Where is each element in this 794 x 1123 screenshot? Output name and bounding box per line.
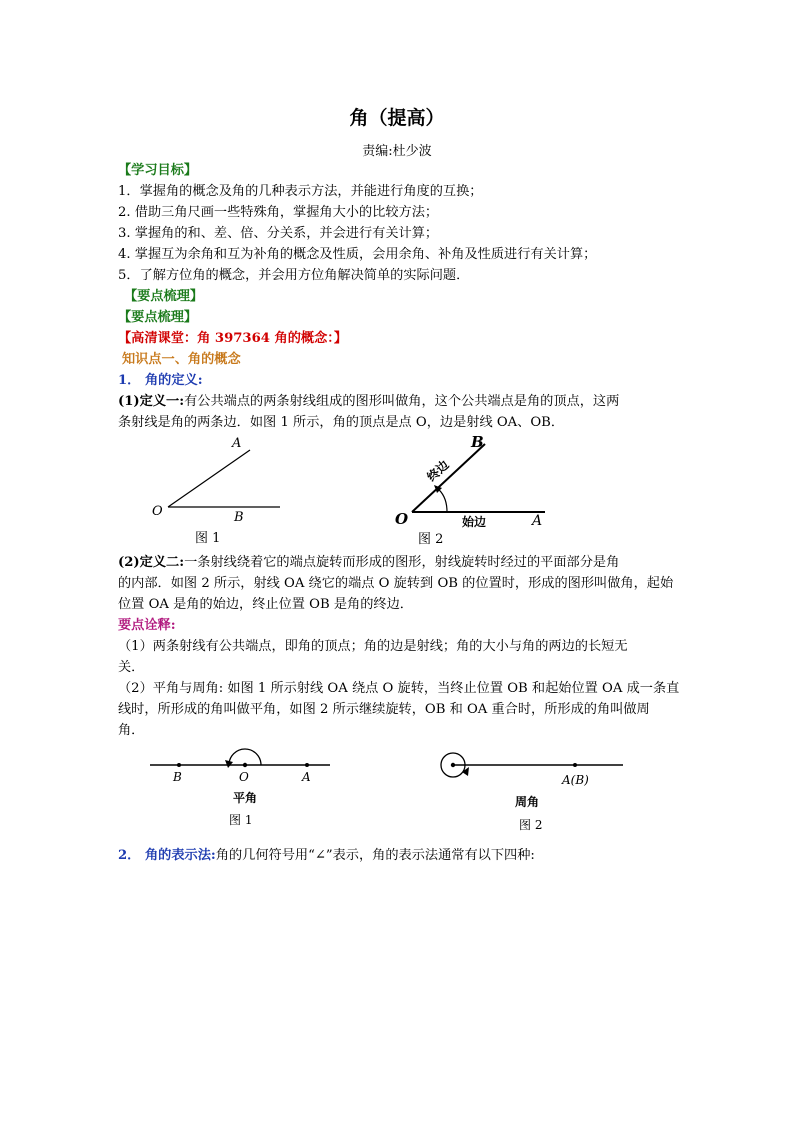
notes-heading: 要点诠释: xyxy=(118,618,176,633)
figure-2-label-o: O xyxy=(395,510,409,528)
classroom-note: 【高清课堂：角 397364 角的概念：】 xyxy=(118,331,348,346)
definition-1-line-1: (1)定义一:有公共端点的两条射线组成的图形叫做角，这个公共端点是角的顶点，这两 xyxy=(118,394,620,409)
knowledge-point-1: 知识点一、角的概念 xyxy=(122,352,241,367)
figure-2-angle xyxy=(385,430,565,550)
definition-2-label: (2)定义二: xyxy=(118,555,185,570)
outline-heading-2: 【要点梳理】 xyxy=(118,310,198,325)
figure-2-terminal-side-label: 终边 xyxy=(424,457,452,485)
subsection-2-line: 2． 角的表示法:角的几何符号用“∠”表示，角的表示法通常有以下四种: xyxy=(118,848,535,863)
flat-angle-label-a: A xyxy=(302,770,311,784)
flat-angle-caption: 图 1 xyxy=(229,813,253,827)
figure-2-label-b: B xyxy=(471,433,484,451)
goal-item-4: 4. 掌握互为余角和互为补角的概念及性质，会用余角、补角及性质进行有关计算； xyxy=(118,247,597,262)
flat-angle-label-b: B xyxy=(173,770,182,784)
subsection-1-heading: 1． 角的定义: xyxy=(118,373,203,388)
note-1-line-2: 关． xyxy=(118,660,145,675)
figure-2-label-a: A xyxy=(532,513,543,529)
definition-1-line-2: 条射线是角的两条边．如图 1 所示，角的顶点是点 O，边是射线 OA、OB． xyxy=(118,415,565,430)
figure-1-angle xyxy=(140,430,310,550)
figure-1-caption: 图 1 xyxy=(195,531,221,546)
definition-1-label: (1)定义一: xyxy=(118,394,185,409)
round-angle-caption: 图 2 xyxy=(519,818,543,832)
subsection-2-heading: 2． 角的表示法: xyxy=(118,848,216,863)
note-2-line-2: 线时，所形成的角叫做平角，如图 2 所示继续旋转，OB 和 OA 重合时，所形成的角叫做周 xyxy=(118,702,650,717)
goal-item-5: 5．了解方位角的概念，并会用方位角解决简单的实际问题． xyxy=(118,268,470,283)
goal-item-3: 3. 掌握角的和、差、倍、分关系，并会进行有关计算； xyxy=(118,226,439,241)
definition-2-line-1: (2)定义二:一条射线绕着它的端点旋转而形成的图形，射线旋转时经过的平面部分是角 xyxy=(118,555,620,570)
round-angle-label-ab: A(B) xyxy=(562,773,589,787)
figure-1-label-o: O xyxy=(152,504,163,519)
figure-1-label-a: A xyxy=(232,436,242,451)
page-title: 角（提高） xyxy=(349,107,445,129)
round-angle-figure xyxy=(435,745,635,840)
definition-2-line-2: 的内部．如图 2 所示，射线 OA 绕它的端点 O 旋转到 OB 的位置时，形成的图形叫做角，起始 xyxy=(118,576,674,591)
goal-item-1: 1．掌握角的概念及角的几种表示方法，并能进行角度的互换； xyxy=(118,184,483,199)
figure-1-label-b: B xyxy=(234,510,244,525)
figure-2-initial-side-label: 始边 xyxy=(462,515,487,529)
note-2-line-3: 角． xyxy=(118,723,145,738)
note-2-line-1: （2）平角与周角: 如图 1 所示射线 OA 绕点 O 旋转，当终止位置 OB 和起始位置 OA 成一条直 xyxy=(118,681,680,696)
flat-angle-figure xyxy=(145,745,340,835)
round-angle-name: 周角 xyxy=(515,795,540,809)
figure-2-caption: 图 2 xyxy=(418,532,444,547)
outline-heading-1: 【要点梳理】 xyxy=(124,289,204,304)
note-1-line-1: （1）两条射线有公共端点，即角的顶点；角的边是射线；角的大小与角的两边的长短无 xyxy=(118,639,628,654)
definition-2-line-3: 位置 OA 是角的始边，终止位置 OB 是角的终边． xyxy=(118,597,413,612)
editor-credit: 责编:杜少波 xyxy=(362,144,432,159)
flat-angle-name: 平角 xyxy=(233,791,258,805)
goals-heading: 【学习目标】 xyxy=(118,163,198,178)
flat-angle-label-o: O xyxy=(239,770,249,784)
goal-item-2: 2. 借助三角尺画一些特殊角，掌握角大小的比较方法； xyxy=(118,205,439,220)
